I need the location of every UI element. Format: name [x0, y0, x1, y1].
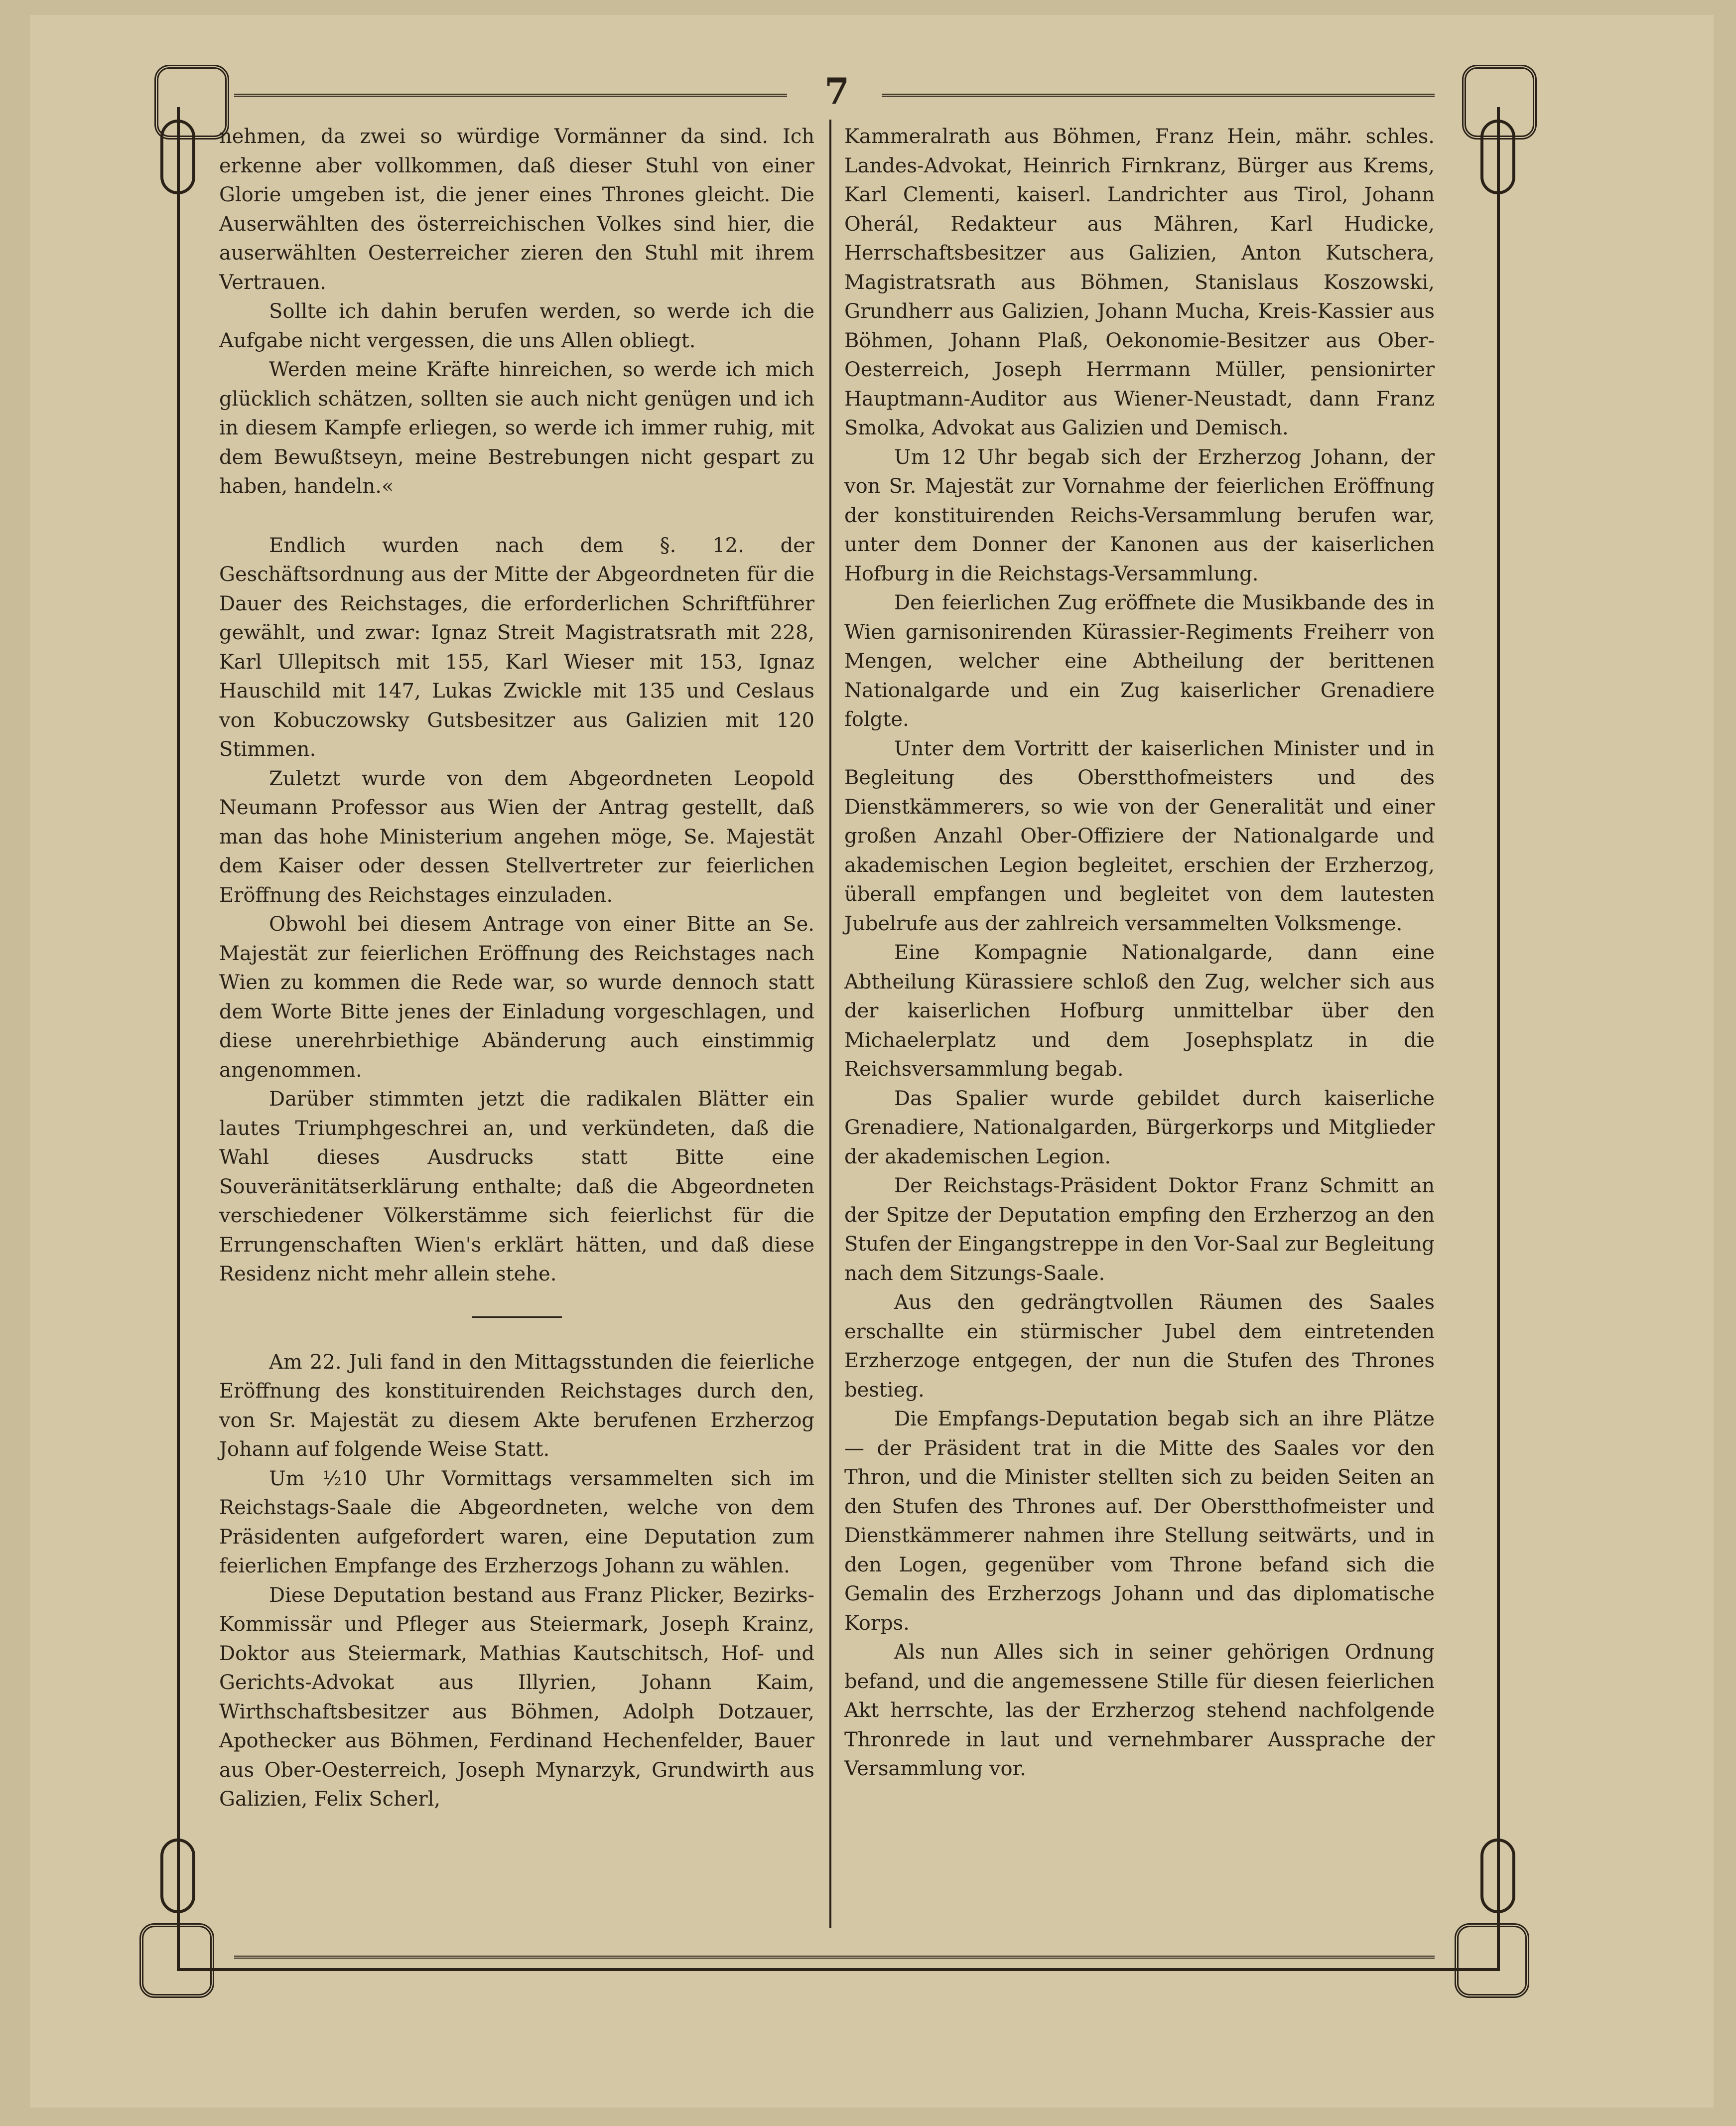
footer-rule — [234, 1956, 1435, 1959]
side-ornament-right-bottom — [1480, 1839, 1515, 1913]
side-ornament-left-bottom — [160, 1839, 195, 1913]
paragraph: Diese Deputation bestand aus Franz Plicker, Bezirks-Kommissär und Pfleger aus Steiermark, Joseph Krainz, Doktor aus Steiermark, Mathias Kautschitsch, Hof- und Gerichts-Advokat aus Illyrien, Johann Kaim, Wirthschaftsbesitzer aus Böhmen, Adolph Dotzauer, Apothecker aus Böhmen, Ferdinand Hechenfelder, Bauer aus Ober-Oesterreich, Joseph Mynarzyk, Grundwirth aus Galizien, Felix Scherl, — [219, 1583, 814, 1811]
paragraph: Eine Kompagnie Nationalgarde, dann eine Abtheilung Kürassiere schloß den Zug, welcher sich aus der kaiserlichen Hofburg unmittelbar über den Michaelerplatz und dem Josephsplatz in die Reichsversammlung begab. — [844, 941, 1435, 1081]
right-column — [844, 122, 1435, 1784]
header-rule-right — [882, 94, 1435, 97]
column-divider — [829, 120, 831, 1928]
paragraph: Unter dem Vortritt der kaiserlichen Minister und in Begleitung des Oberstthofmeisters und des Dienstkämmerers, so wie von der Generalität und einer großen Anzahl Ober-Offiziere der Nationalgarde und akademischen Legion begleitet, erschien der Erzherzog, überall empfangen und begleitet von dem lautesten Jubelrufe aus der zahlreich versammelten Volksmenge. — [844, 737, 1435, 935]
header-rule-left — [234, 94, 787, 97]
corner-ornament-bottom-left — [139, 1923, 214, 1998]
paragraph: Kammeralrath aus Böhmen, Franz Hein, mähr. schles. Landes-Advokat, Heinrich Firnkranz, Bürger aus Krems, Karl Clementi, kaiserl. Landrichter aus Tirol, Johann Oherál, Redakteur aus Mähren, Karl Hudicke, Herrschaftsbesitzer aus Galizien, Anton Kutschera, Magistratsrath aus Böhmen, Stanislaus Koszowski, Grundherr aus Galizien, Johann Mucha, Kreis-Kassier aus Böhmen, Johann Plaß, Oekonomie-Besitzer aus Ober-Oesterreich, Joseph Herrmann Müller, pensionirter Hauptmann-Auditor aus Wiener-Neustadt, dann Franz Smolka, Advokat aus Galizien und Demisch. — [844, 125, 1435, 439]
paragraph: Um 12 Uhr begab sich der Erzherzog Johann, der von Sr. Majestät zur Vornahme der feierlichen Eröffnung der konstituirenden Reichs-Versammlung berufen war, unter dem Donner der Kanonen aus der kaiserlichen Hofburg in die Reichstags-Versammlung. — [844, 445, 1435, 585]
paragraph: Werden meine Kräfte hinreichen, so werde ich mich glücklich schätzen, sollten sie auch nicht genügen und ich in diesem Kampfe erliegen, so werde ich immer ruhig, mit dem Bewußtseyn, meine Bestrebungen nicht gespart zu haben, handeln.« — [219, 358, 814, 498]
side-ornament-right-top — [1480, 120, 1515, 194]
corner-ornament-bottom-right — [1455, 1923, 1529, 1998]
paragraph: Der Reichstags-Präsident Doktor Franz Schmitt an der Spitze der Deputation empfing den Erzherzog an den Stufen der Eingangstreppe in den Vor-Saal zur Begleitung nach dem Sitzungs-Saale. — [844, 1174, 1435, 1285]
section-divider — [472, 1316, 562, 1318]
paragraph: Als nun Alles sich in seiner gehörigen Ordnung befand, und die angemessene Stille für diesen feierlichen Akt herrschte, las der Erzherzog stehend nachfolgende Thronrede in laut und vernehmbarer Aussprache der Versammlung vor. — [844, 1641, 1435, 1780]
paragraph: Darüber stimmten jetzt die radikalen Blätter ein lautes Triumphgeschrei an, und verkündeten, daß die Wahl dieses Ausdrucks statt Bitte eine Souveränitätserklärung enthalte; daß die Abgeordneten verschiedener Völkerstämme sich feierlichst für die Errungenschaften Wien's erklärt hätten, und daß diese Residenz nicht mehr allein stehe. — [219, 1088, 814, 1285]
paragraph: Endlich wurden nach dem §. 12. der Geschäftsordnung aus der Mitte der Abgeordneten für die Dauer des Reichstages, die erforderlichen Schriftführer gewählt, und zwar: Ignaz Streit Magistratsrath mit 228, Karl Ullepitsch mit 155, Karl Wieser mit 153, Ignaz Hauschild mit 147, Lukas Zwickle mit 135 und Ceslaus von Kobuczowsky Gutsbesitzer aus Galizien mit 120 Stimmen. — [219, 534, 814, 761]
paragraph: Aus den gedrängtvollen Räumen des Saales erschallte ein stürmischer Jubel dem eintretenden Erzherzoge entgegen, der nun die Stufen des Thrones bestieg. — [844, 1291, 1435, 1402]
paragraph: Das Spalier wurde gebildet durch kaiserliche Grenadiere, Nationalgarden, Bürgerkorps und Mitglieder der akademischen Legion. — [844, 1087, 1435, 1168]
paragraph: Um ½10 Uhr Vormittags versammelten sich im Reichstags-Saale die Abgeordneten, welche von dem Präsidenten aufgefordert waren, eine Deputation zum feierlichen Empfange des Erzherzogs Johann zu wählen. — [219, 1467, 814, 1577]
paragraph: Am 22. Juli fand in den Mittagsstunden die feierliche Eröffnung des konstituirenden Reichstages durch den, von Sr. Majestät zu diesem Akte berufenen Erzherzog Johann auf folgende Weise Statt. — [219, 1350, 814, 1461]
paragraph: Sollte ich dahin berufen werden, so werde ich die Aufgabe nicht vergessen, die uns Allen obliegt. — [219, 300, 814, 352]
left-column — [219, 122, 814, 1814]
side-ornament-left-top — [160, 120, 195, 194]
paragraph: Obwohl bei diesem Antrage von einer Bitte an Se. Majestät zur feierlichen Eröffnung des Reichstages nach Wien zu kommen die Rede war, so wurde dennoch statt dem Worte Bitte jenes der Einladung vorgeschlagen, und diese unerehrbiethige Abänderung auch einstimmig angenommen. — [219, 913, 814, 1082]
paragraph: Zuletzt wurde von dem Abgeordneten Leopold Neumann Professor aus Wien der Antrag gestellt, daß man das hohe Ministerium angehen möge, Se. Majestät dem Kaiser oder dessen Stellvertreter zur feierlichen Eröffnung des Reichstages einzuladen. — [219, 767, 814, 907]
paragraph: nehmen, da zwei so würdige Vormänner da sind. Ich erkenne aber vollkommen, daß dieser Stuhl von einer Glorie umgeben ist, die jener eines Thrones gleicht. Die Auserwählten des österreichischen Volkes sind hier, die auserwählten Oesterreicher zieren den Stuhl mit ihrem Vertrauen. — [219, 125, 814, 294]
page-number: 7 — [824, 70, 850, 112]
paragraph: Den feierlichen Zug eröffnete die Musikbande des in Wien garnisonirenden Kürassier-Regiments Freiherr von Mengen, welcher eine Abtheilung der berittenen Nationalgarde und ein Zug kaiserlicher Grenadiere folgte. — [844, 591, 1435, 731]
paragraph: Die Empfangs-Deputation begab sich an ihre Plätze — der Präsident trat in die Mitte des Saales vor den Thron, und die Minister stellten sich zu beiden Seiten an den Stufen des Thrones auf. Der Oberstthofmeister und Dienstkämmerer nahmen ihre Stellung seitwärts, und in den Logen, gegenüber vom Throne befand sich die Gemalin des Erzherzogs Johann und das diplomatische Korps. — [844, 1408, 1435, 1635]
